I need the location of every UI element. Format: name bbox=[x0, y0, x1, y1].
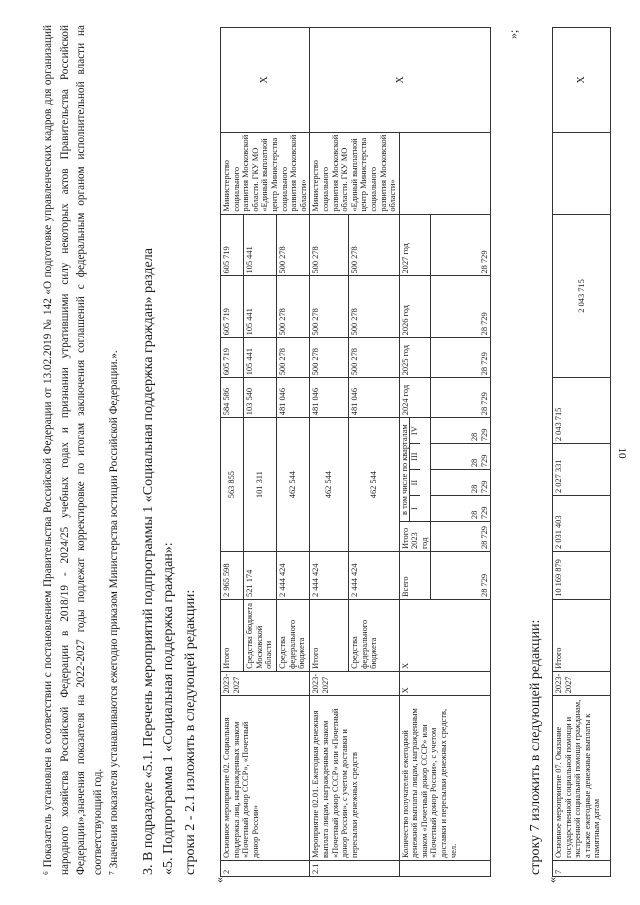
cell-source: Средства федерального бюджета bbox=[349, 599, 400, 671]
footnote-7: ⁷ Значения показателя устанавливаются ежегодно приказом Министерства юстиции Российской Федерации.». bbox=[108, 350, 120, 875]
cell-value: 500 278 bbox=[310, 276, 349, 338]
cell-source: Итого bbox=[553, 599, 611, 671]
table-rows-2 bbox=[220, 27, 491, 877]
table-row-7 bbox=[552, 27, 611, 877]
cell-empty bbox=[399, 861, 491, 877]
table-row bbox=[310, 28, 349, 877]
rotated-document bbox=[20, 5, 620, 885]
cell-name: Основное мероприятие 02. Социальная поддержка лиц, награжденных знаком «Почетный донор СССР», «Почетный донор России» bbox=[221, 696, 310, 861]
cell-value: 2 965 598 bbox=[221, 552, 244, 600]
quarters-label: в том числе по кварталам bbox=[400, 418, 411, 521]
cell-value: 28 729 bbox=[431, 214, 491, 276]
cell-value: 2 444 424 bbox=[310, 552, 349, 600]
cell-value: 28 729 bbox=[431, 496, 491, 522]
cell-header: 2025 год bbox=[399, 338, 431, 378]
cell-name: Мероприятие 02.01. Ежегодная денежная выплата лицам, награжденным знаком «Почетный донор СССР» или «Почетный донор России», с учетом доставки и пересылки денежных средств bbox=[310, 696, 399, 861]
cell-x: Х bbox=[399, 599, 491, 671]
cell-header: Итого 2023 год bbox=[399, 522, 431, 552]
cell-source: Средства бюджета Московской области bbox=[243, 599, 276, 671]
cell-executor: Министерство социального развития Московской области. ГКУ МО «Единый выплатной центр Министерства социального развития Московской области» bbox=[221, 132, 310, 214]
cell-years: 2023-2027 bbox=[221, 671, 310, 696]
cell-value: 584 586 bbox=[221, 378, 244, 418]
cell-source: Итого bbox=[221, 599, 244, 671]
cell-executor: Министерство социального развития Московской области. ГКУ МО «Единый выплатной центр Министерства социального развития Московской области» bbox=[310, 132, 399, 214]
cell-value: 28 729 bbox=[431, 552, 491, 600]
cell-years: 2023-2027 bbox=[553, 671, 611, 696]
cell-value: 10 169 879 bbox=[553, 551, 611, 599]
cell-value: 500 278 bbox=[349, 214, 400, 276]
cell-header: 2027 год bbox=[399, 214, 431, 276]
quarter-label: II bbox=[410, 469, 420, 495]
cell-value: 28 729 bbox=[431, 276, 491, 338]
cell-value: 2 027 331 bbox=[553, 444, 611, 496]
table-row bbox=[553, 28, 611, 877]
paragraph-3: 3. В подразделе «5.1. Перечень мероприятий подпрограммы 1 «Социальная поддержка граждан» раздела bbox=[141, 248, 156, 875]
open-quote: « bbox=[212, 877, 226, 883]
cell-header: 2024 год bbox=[399, 378, 431, 418]
paragraph-subprogram: «5. Подпрограмма 1 «Социальная поддержка граждан»: bbox=[161, 542, 176, 875]
cell-source: Средства федерального бюджета bbox=[277, 599, 310, 671]
cell-value: 500 278 bbox=[349, 276, 400, 338]
cell-value: 605 719 bbox=[221, 338, 244, 378]
cell-empty bbox=[399, 132, 491, 214]
cell-value: 101 311 bbox=[243, 418, 276, 552]
close-semicolon: »; bbox=[506, 29, 520, 39]
cell-num: 2.1 bbox=[310, 861, 399, 877]
cell-name: Количество получателей ежегодной денежной выплаты лицам, награжденным знаком «Почетный донор СССР» или «Почетный донор России», с учетом доставки и пересылки денежных средств, чел. bbox=[399, 696, 491, 861]
cell-value: 481 046 bbox=[277, 378, 310, 418]
table-row bbox=[221, 28, 244, 877]
quarter-label: I bbox=[410, 495, 420, 521]
cell-quarters bbox=[399, 418, 431, 522]
cell-value: 105 441 bbox=[243, 276, 276, 338]
cell-value: 521 174 bbox=[243, 552, 276, 600]
cell-value: 462 544 bbox=[310, 418, 349, 552]
cell-value: 2 043 715 bbox=[553, 214, 611, 378]
cell-num: 2 bbox=[221, 861, 310, 877]
cell-value: 500 278 bbox=[349, 338, 400, 378]
cell-x: Х bbox=[399, 671, 491, 696]
cell-header: 2026 год bbox=[399, 276, 431, 338]
cell-value: 28 729 bbox=[431, 444, 491, 470]
paragraph-rows-2: строки 2 - 2.1 изложить в следующей редакции: bbox=[183, 589, 198, 875]
cell-value: 28 729 bbox=[431, 418, 491, 444]
cell-value: 500 278 bbox=[310, 214, 349, 276]
open-quote-2: « bbox=[545, 877, 559, 883]
paragraph-row-7: строку 7 изложить в следующей редакции: bbox=[528, 619, 543, 875]
cell-value: 28 729 bbox=[431, 470, 491, 496]
cell-value: 500 278 bbox=[310, 338, 349, 378]
cell-value: 2 444 424 bbox=[349, 552, 400, 600]
cell-header: Всего bbox=[399, 552, 431, 600]
quarter-label: III bbox=[410, 443, 420, 469]
cell-x: Х bbox=[310, 28, 491, 133]
cell-value: 2 031 403 bbox=[553, 496, 611, 552]
cell-value: 105 441 bbox=[243, 214, 276, 276]
cell-value: 28 729 bbox=[431, 338, 491, 378]
cell-source: Итого bbox=[310, 599, 349, 671]
cell-name: Основное мероприятие 07. Оказание государственной социальной помощи и экстренной социальной помощи гражданам, а также ежегодные денежные выплаты к памятным датам bbox=[553, 696, 611, 861]
cell-value: 500 278 bbox=[277, 214, 310, 276]
cell-x: Х bbox=[553, 28, 611, 133]
cell-value: 462 544 bbox=[277, 418, 310, 552]
cell-years: 2023-2027 bbox=[310, 671, 399, 696]
table-row bbox=[399, 28, 431, 877]
cell-value: 2 444 424 bbox=[277, 552, 310, 600]
page-number: 10 bbox=[616, 447, 628, 459]
footnote-6: ⁶ Показатель установлен в соответствии с постановлением Правительства Российской Федерации от 13.02.2019 № 142 «О подготовке управленческих кадров для организаций народного хозяйства Российской Федерации в 2018/19 - 2024/25 учебных годах и признании утратившими силу некоторых актов Правительства Российской Федерации»,значения показателя на 2022-2027 годы подлежат корректировке по итогам заключения соглашений с федеральным органом исполнительной власти на соответствующий год. bbox=[42, 25, 104, 875]
cell-value: 563 855 bbox=[221, 418, 244, 552]
cell-value: 2 043 715 bbox=[553, 378, 611, 444]
cell-value: 500 278 bbox=[277, 338, 310, 378]
cell-value: 481 046 bbox=[349, 378, 400, 418]
cell-x: Х bbox=[221, 28, 310, 133]
cell-empty bbox=[553, 132, 611, 214]
cell-value: 462 544 bbox=[349, 418, 400, 552]
quarter-label: IV bbox=[410, 426, 420, 436]
cell-value: 103 540 bbox=[243, 378, 276, 418]
cell-value: 28 729 bbox=[431, 522, 491, 552]
cell-num: 7 bbox=[553, 861, 611, 877]
cell-value: 481 046 bbox=[310, 378, 349, 418]
cell-value: 605 719 bbox=[221, 214, 244, 276]
cell-value: 28 729 bbox=[431, 378, 491, 418]
cell-value: 500 278 bbox=[277, 276, 310, 338]
cell-value: 105 441 bbox=[243, 338, 276, 378]
cell-value: 605 719 bbox=[221, 276, 244, 338]
